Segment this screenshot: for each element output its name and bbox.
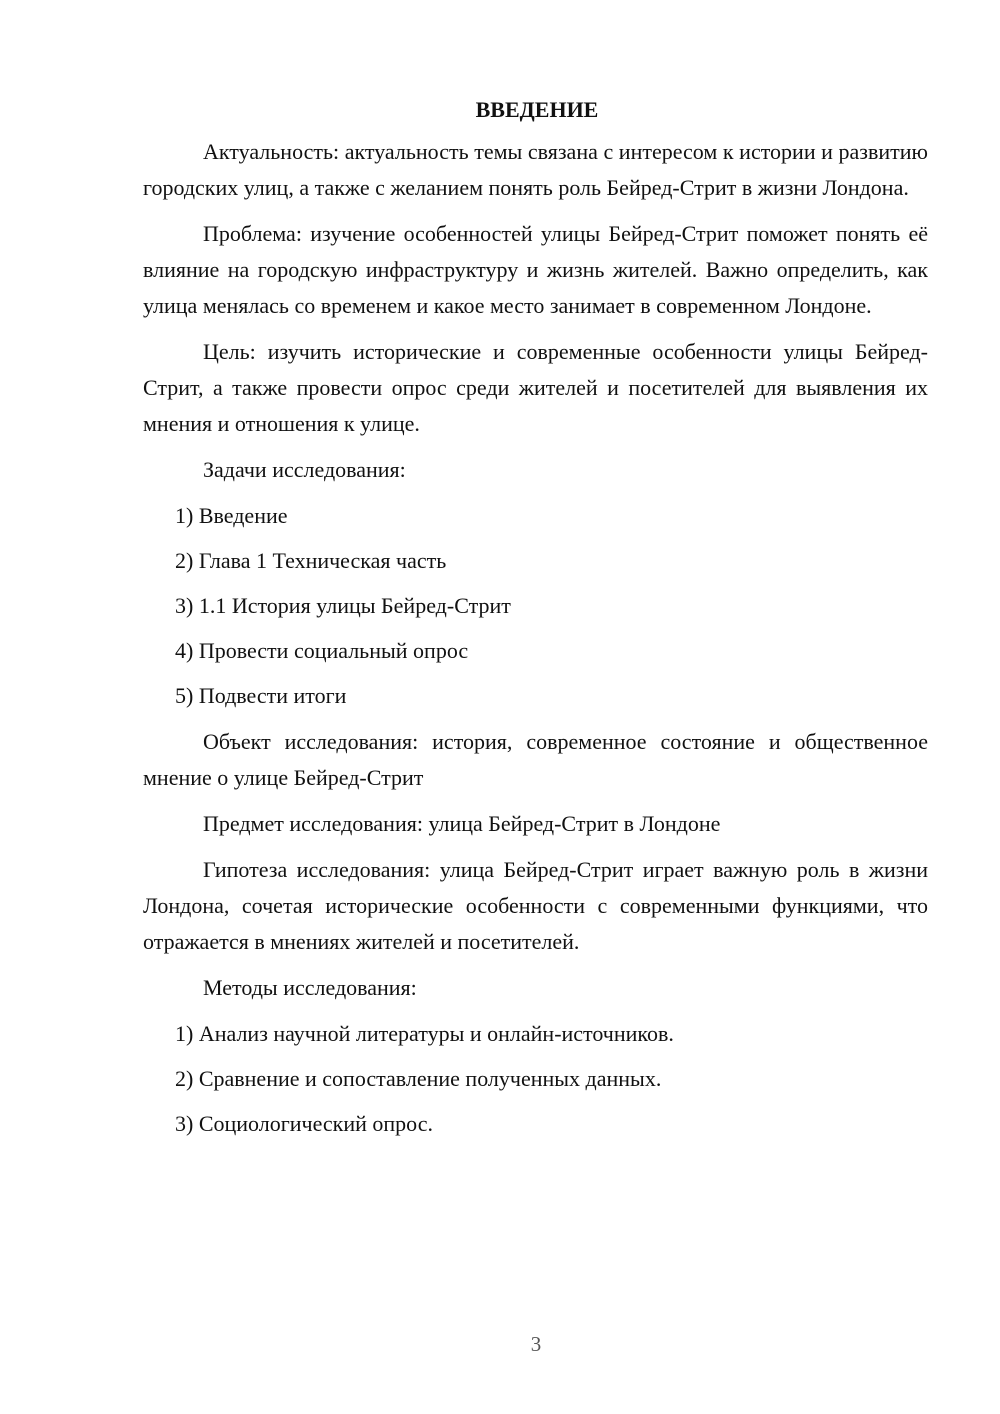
list-item: 3) Социологический опрос. <box>175 1111 433 1136</box>
page-number: 3 <box>530 1332 542 1356</box>
tasks-list <box>143 498 928 714</box>
paragraph-problem: Проблема: изучение особенностей улицы Бейред-Стрит поможет понять её влияние на городскую инфраструктуру и жизнь жителей. Важно определить, как улица менялась со временем и какое место занимает в современном Лондоне. <box>143 221 928 318</box>
tasks-heading: Задачи исследования: <box>203 457 406 482</box>
document-page <box>143 92 928 1152</box>
list-item: 1) Анализ научной литературы и онлайн-источников. <box>175 1021 674 1046</box>
paragraph-hypothesis: Гипотеза исследования: улица Бейред-Стрит играет важную роль в жизни Лондона, сочетая исторические особенности с современными функциями, что отражается в мнениях жителей и посетителей. <box>143 857 928 954</box>
paragraph-goal: Цель: изучить исторические и современные особенности улицы Бейред-Стрит, а также провести опрос среди жителей и посетителей для выявления их мнения и отношения к улице. <box>143 339 928 436</box>
methods-list <box>143 1016 928 1142</box>
paragraph-object: Объект исследования: история, современное состояние и общественное мнение о улице Бейред-Стрит <box>143 729 928 790</box>
section-title: ВВЕДЕНИЕ <box>475 97 599 122</box>
methods-heading: Методы исследования: <box>203 975 417 1000</box>
list-item: 4) Провести социальный опрос <box>175 638 469 663</box>
list-item: 1) Введение <box>175 503 288 528</box>
list-item: 2) Сравнение и сопоставление полученных данных. <box>175 1066 662 1091</box>
list-item: 3) 1.1 История улицы Бейред-Стрит <box>175 593 511 618</box>
paragraph-relevance: Актуальность: актуальность темы связана с интересом к истории и развитию городских улиц, а также с желанием понять роль Бейред-Стрит в жизни Лондона. <box>143 139 928 200</box>
paragraph-subject: Предмет исследования: улица Бейред-Стрит в Лондоне <box>203 811 721 836</box>
list-item: 2) Глава 1 Техническая часть <box>175 548 447 573</box>
list-item: 5) Подвести итоги <box>175 683 347 708</box>
